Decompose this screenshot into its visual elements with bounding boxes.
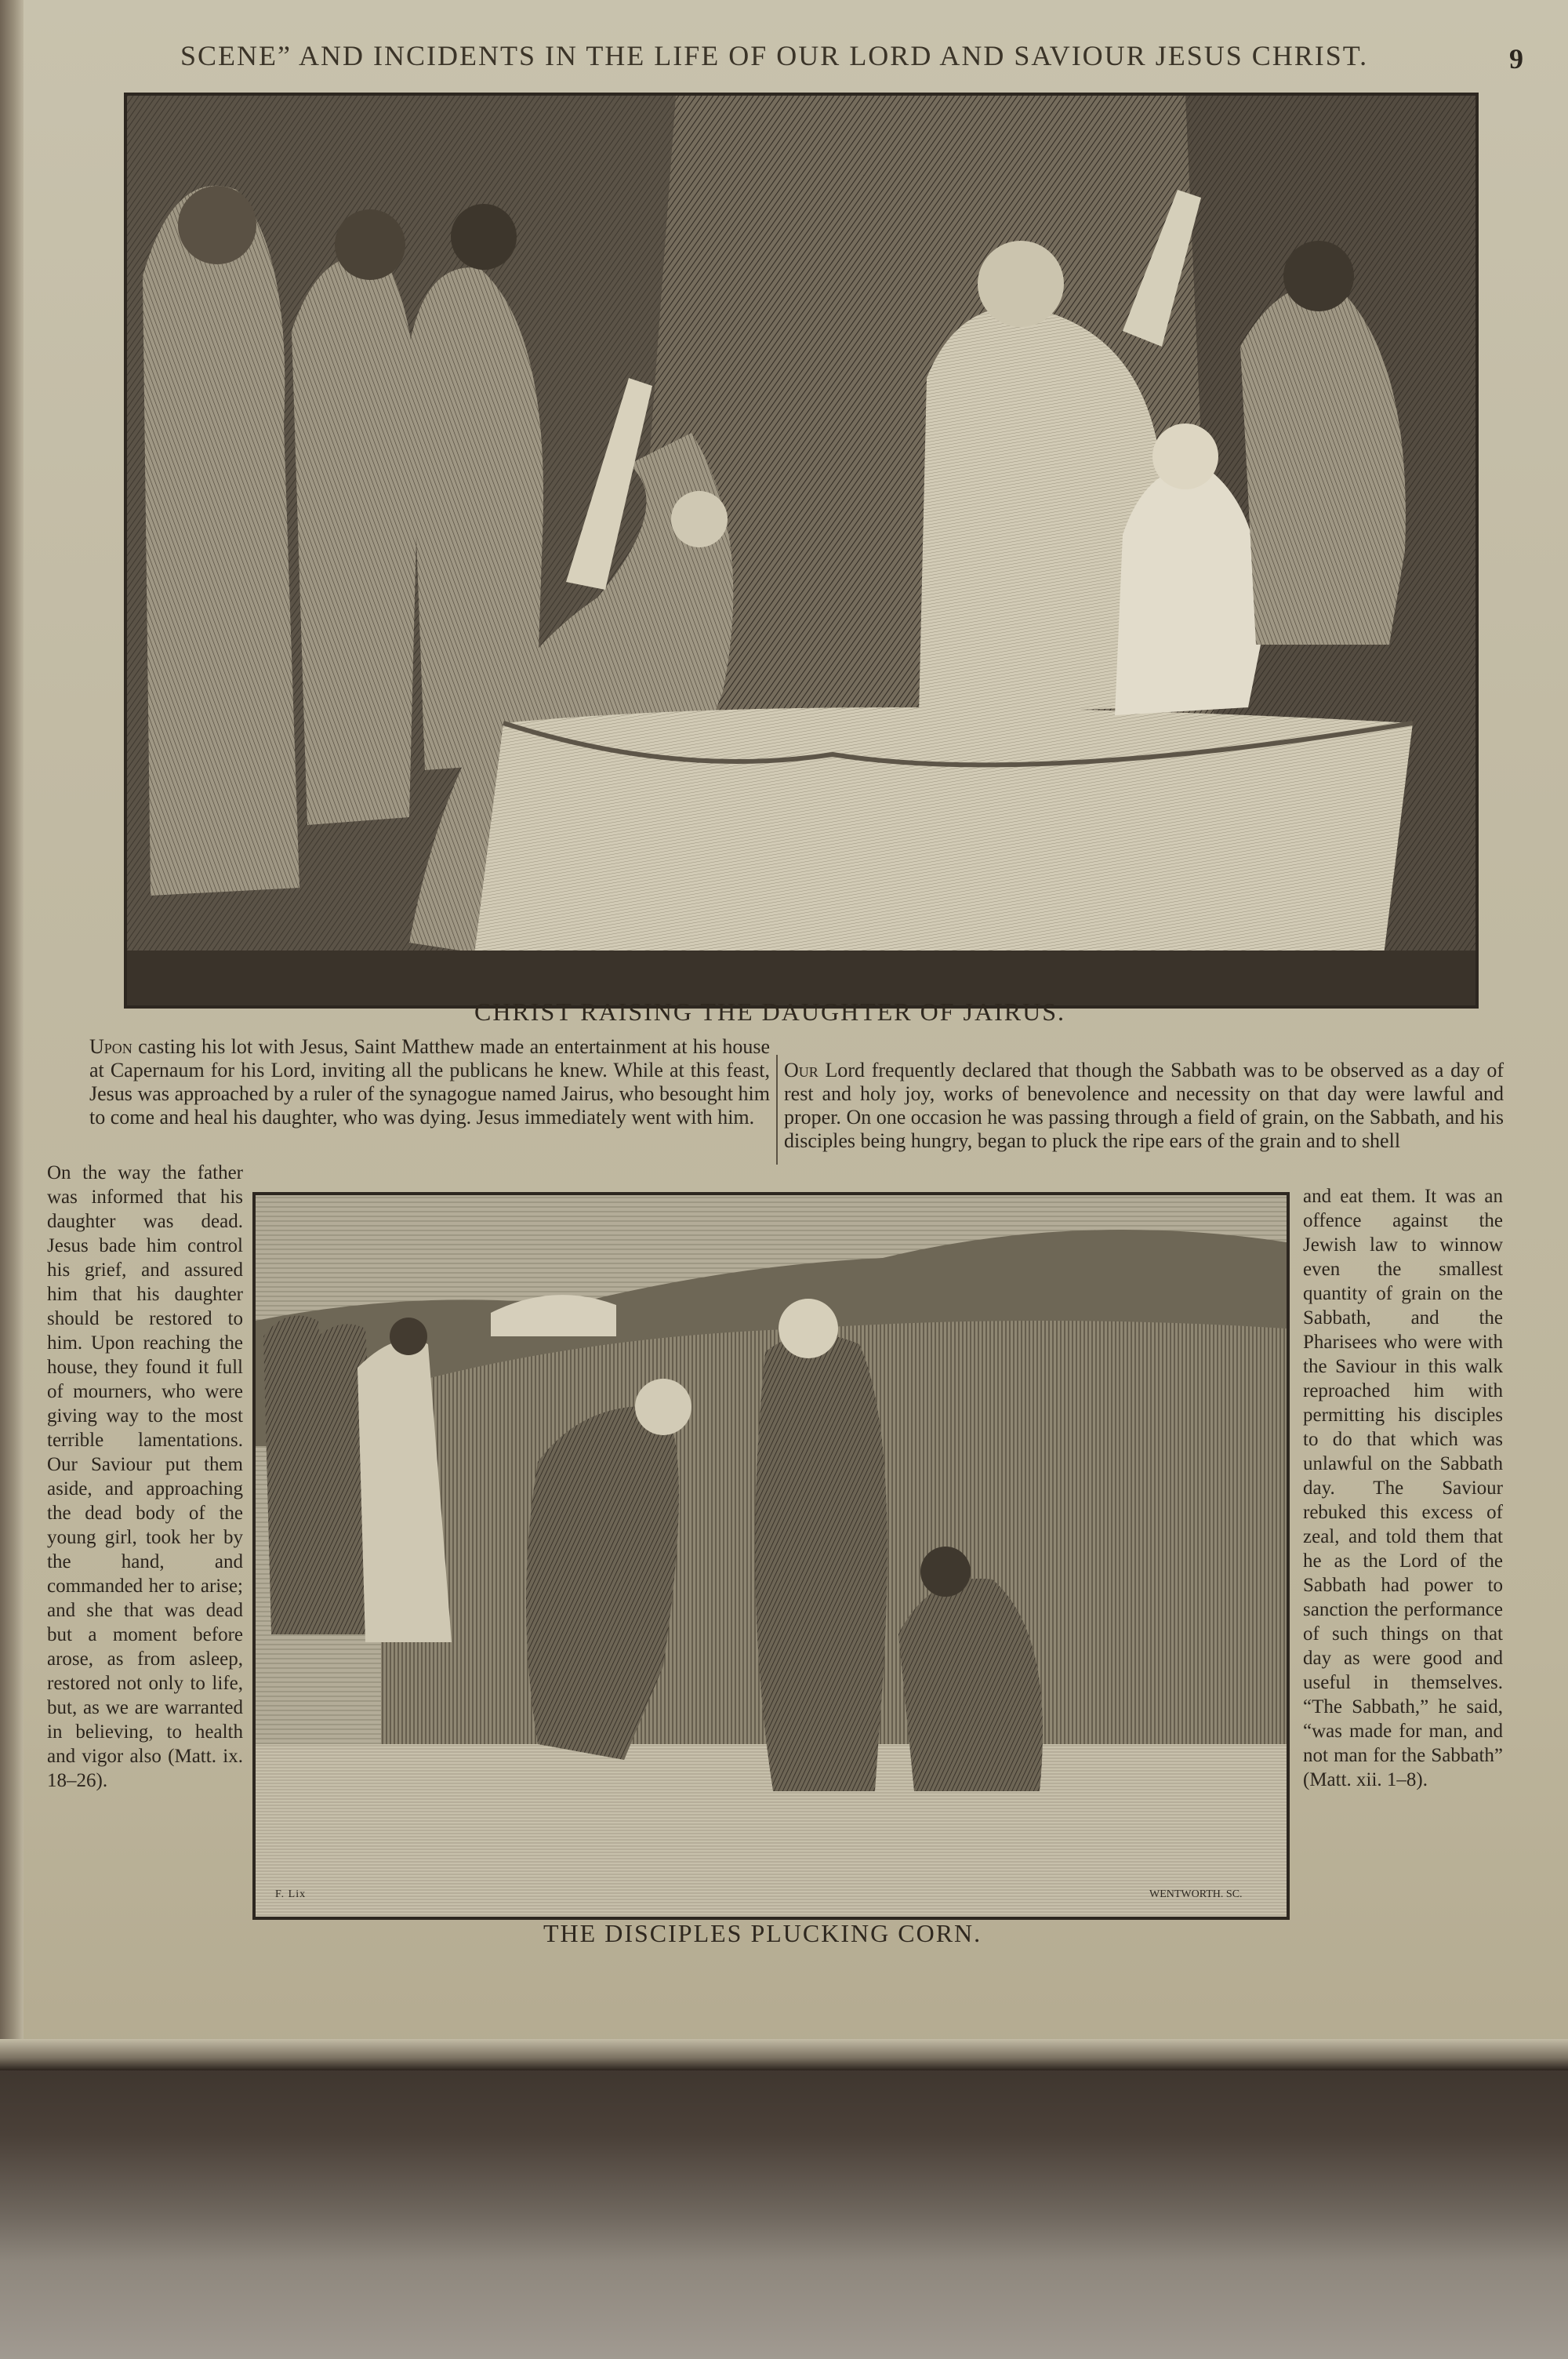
artist-signature-right: WENTWORTH. SC. — [1149, 1888, 1243, 1900]
caption-jairus: CHRIST RAISING THE DAUGHTER OF JAIRUS. — [474, 998, 1065, 1026]
running-head: SCENE” AND INCIDENTS IN THE LIFE OF OUR LORD AND SAVIOUR JESUS CHRIST. — [180, 40, 1369, 71]
engraving-jairus-daughter — [124, 93, 1479, 1009]
drop-word: Our — [784, 1059, 818, 1081]
column-rule — [776, 1055, 778, 1165]
drop-word: Upon — [89, 1035, 132, 1058]
engraving-plucking-corn — [252, 1192, 1290, 1920]
engraving-jairus-art — [127, 96, 1475, 1005]
table-surface — [0, 2039, 1568, 2359]
left-column-text: On the way the father was informed that his daughter was dead. Jesus bade him control his grief, and assured him that his daughter should be restored to him. Upon reaching the house, they found it full of mourners, who were giving way to the most terrible lamentations. Our Saviour put them aside, and approaching the dead body of the young girl, took her by the hand, and commanded her to arise; and she that was dead but a moment before arose, as from asleep, restored not only to life, but, as we are warranted in believing, to health and vigor also (Matt. ix. 18–26). — [47, 1162, 243, 1791]
caption-plucking-corn: THE DISCIPLES PLUCKING CORN. — [543, 1919, 982, 1947]
book-spine — [0, 0, 24, 2063]
engraving-corn-art — [256, 1195, 1287, 1917]
artist-signature-left: F. Lix — [275, 1888, 307, 1900]
intro-paragraph: Upon casting his lot with Jesus, Saint Matthew made an entertainment at his house at Capernaum for his Lord, inviting all the publicans he knew. While at this feast, Jesus was approached by a ruler of the synagogue named Jairus, who besought him to come and heal his daughter, who was dying. Jesus immediately went with him. — [89, 1035, 770, 1129]
page-edge-shadow — [0, 2039, 1568, 2070]
right-column-text: and eat them. It was an offence against the Jewish law to winnow even the smallest quantity of grain on the Sabbath, and the Pharisees who were with the Saviour in this walk reproached him with permitting his disciples to do that which was unlawful on the Sabbath day. The Saviour rebuked this excess of zeal, and told them that he as the Lord of the Sabbath had power to sanction the performance of such things on that day as were good and useful in themselves. “The Sabbath,” he said, “was made for man, and not man for the Sabbath” (Matt. xii. 1–8). — [1303, 1186, 1503, 1790]
page-number: 9 — [1509, 43, 1523, 75]
sabbath-paragraph: Our Lord frequently declared that though the Sabbath was to be observed as a day of rest and holy joy, works of benevolence and necessity on that day were lawful and proper. On one occasion he was passing through a field of grain, on the Sabbath, and his disciples being hungry, began to pluck the ripe ears of the grain and to shell — [784, 1059, 1504, 1152]
